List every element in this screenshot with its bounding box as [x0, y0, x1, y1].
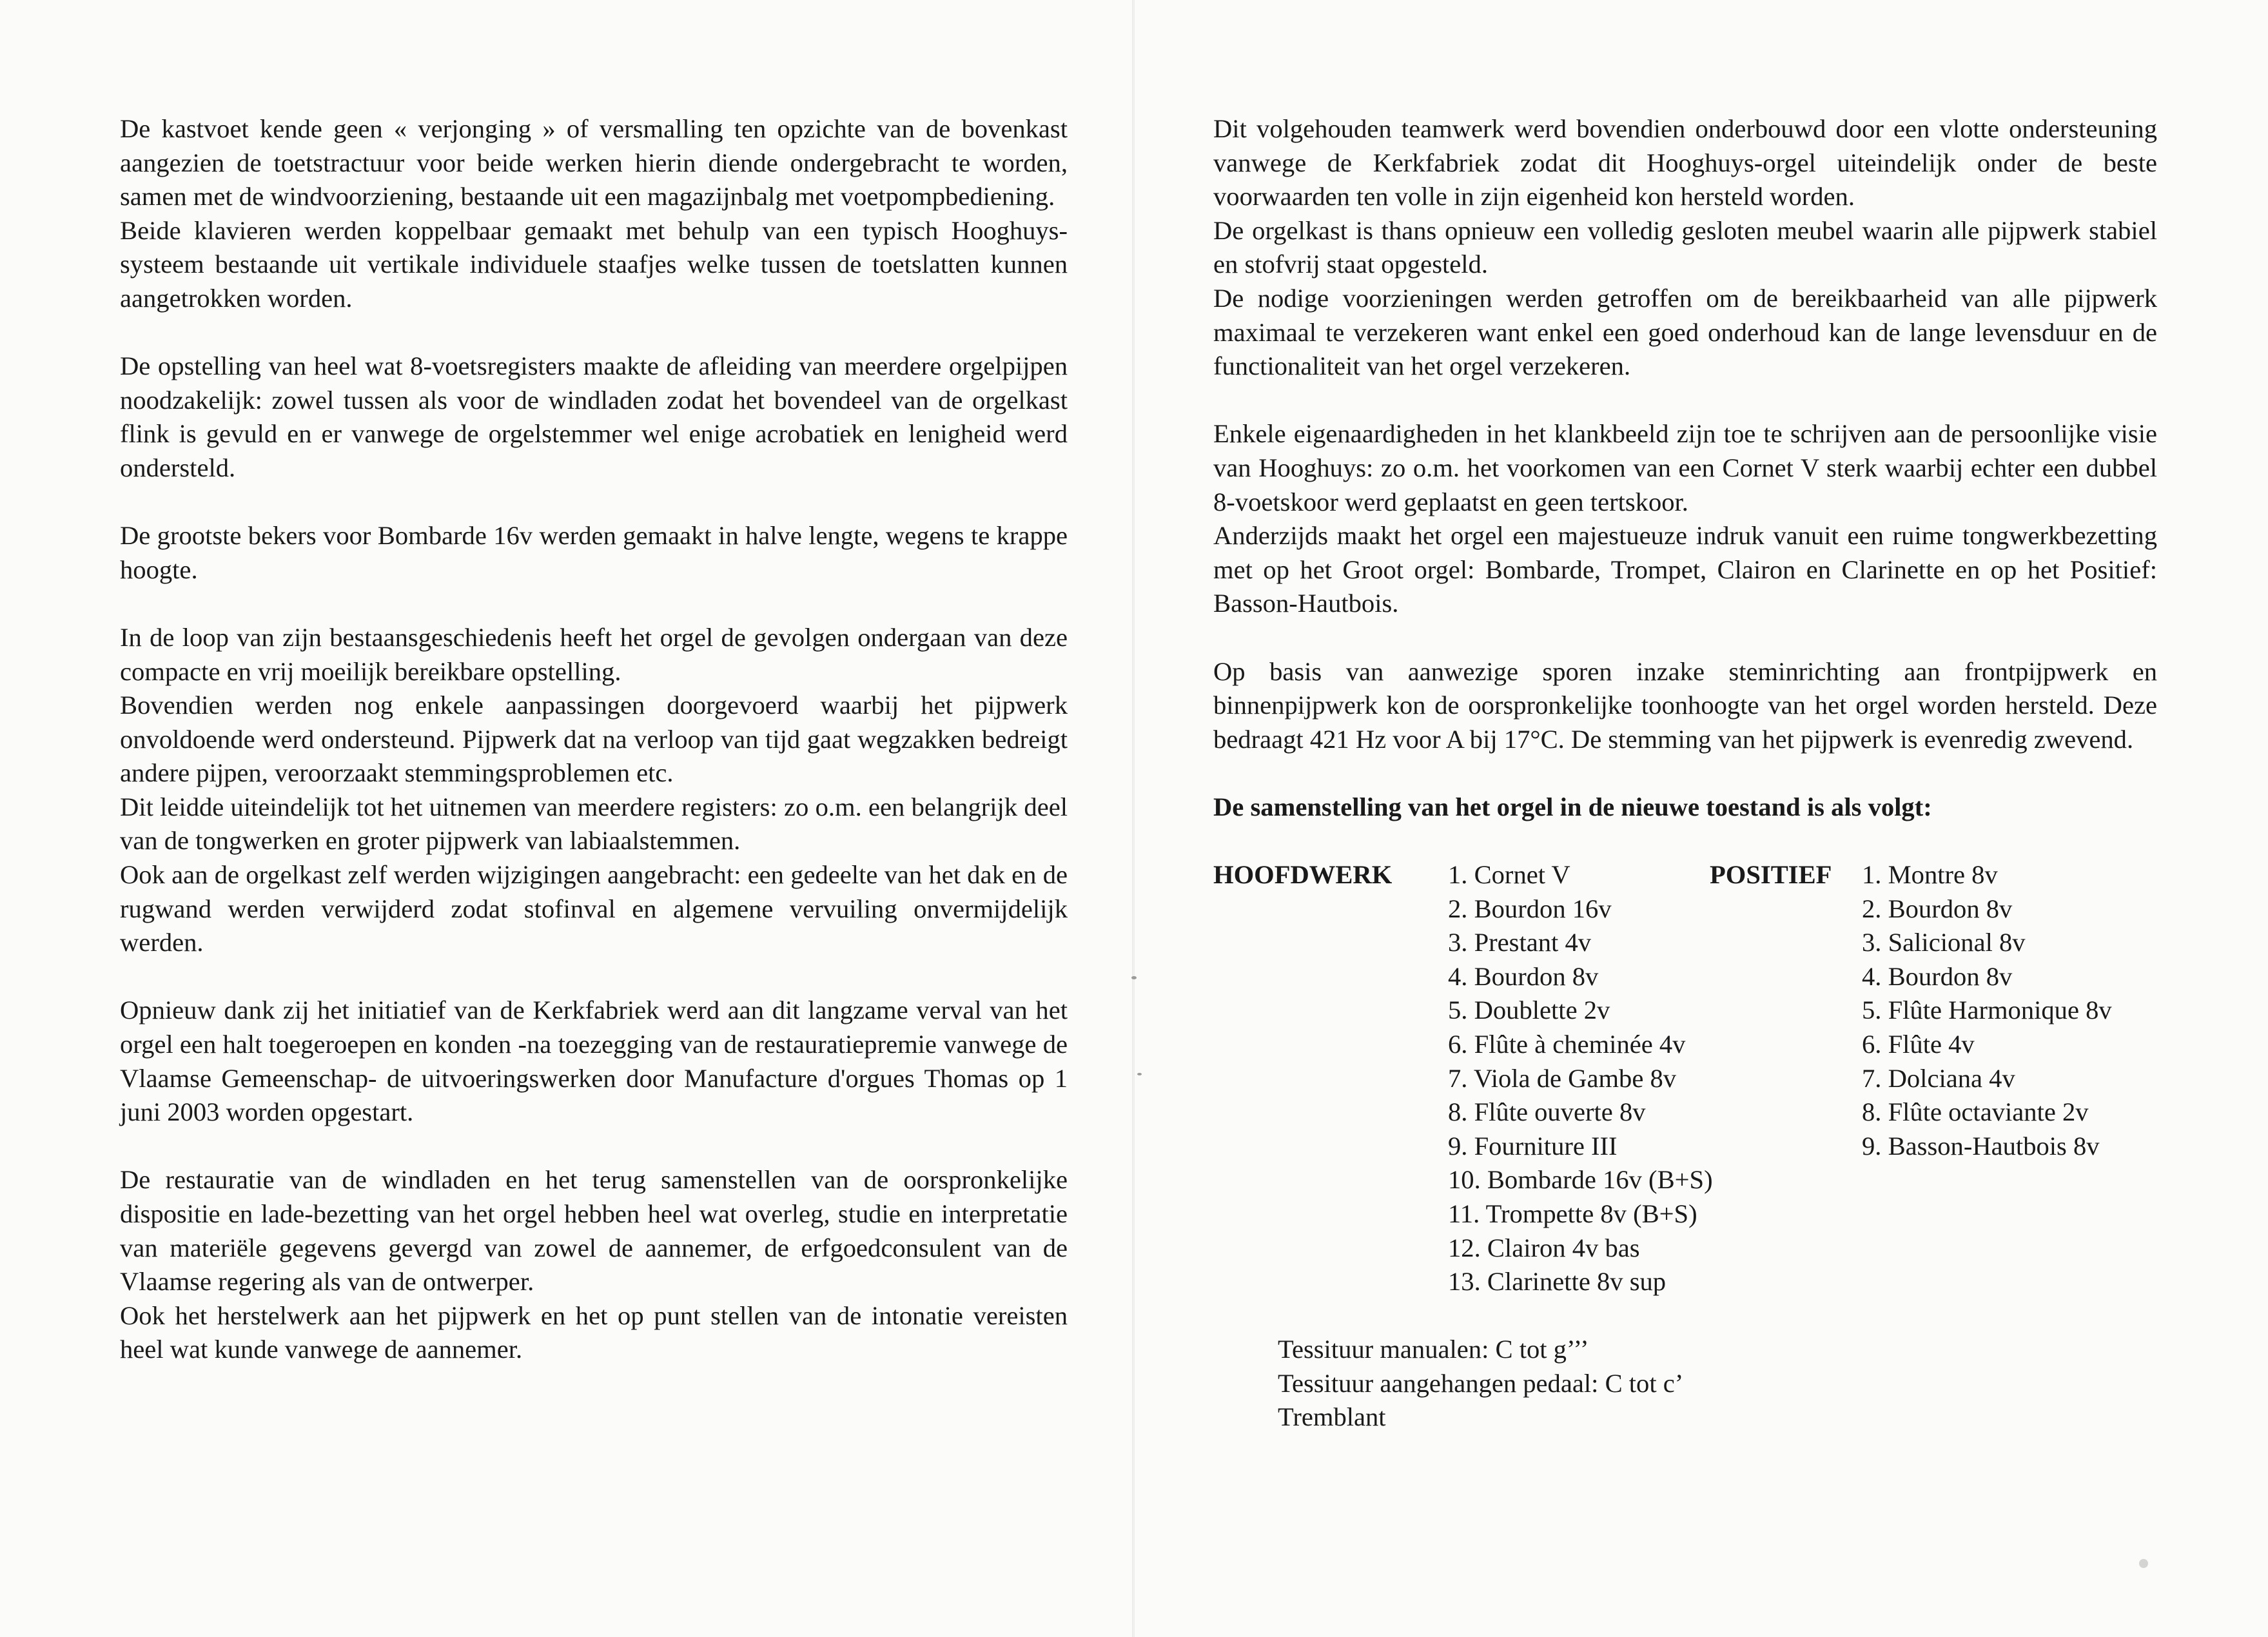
stop-item: 4. Bourdon 8v — [1862, 961, 2013, 991]
stop-item: 12. Clairon 4v bas — [1448, 1233, 1640, 1262]
note-item: Tremblant — [1278, 1402, 1386, 1432]
stop-item: 2. Bourdon 8v — [1862, 894, 2013, 923]
stop-item: 8. Flûte ouverte 8v — [1448, 1097, 1646, 1127]
stop-item: 5. Doublette 2v — [1448, 995, 1610, 1025]
hoofdwerk-stop-list — [1448, 858, 1713, 1299]
positief-stop-list — [1862, 858, 2112, 1163]
body-paragraph: Enkele eigenaardigheden in het klankbeeld zijn toe te schrijven aan de persoonlijke visie van Hooghuys: zo o.m. het voorkomen van een Cornet V sterk waarbij echter een dubbel 8-voetskoor werd geplaatst en geen tertskoor. — [1213, 419, 2157, 516]
stop-item: 11. Trompette 8v (B+S) — [1448, 1199, 1697, 1228]
stop-item: 9. Basson-Hautbois 8v — [1862, 1131, 2100, 1161]
scan-speck — [2139, 1559, 2148, 1568]
specification-notes — [1278, 1333, 1683, 1435]
stop-item: 10. Bombarde 16v (B+S) — [1448, 1165, 1713, 1195]
scan-speck — [1137, 1073, 1142, 1075]
specification-heading: De samenstelling van het orgel in de nieuwe toestand is als volgt: — [1213, 792, 1932, 821]
body-paragraph: De grootste bekers voor Bombarde 16v werden gemaakt in halve lengte, wegens te krappe hoogte. — [120, 521, 1068, 584]
stop-item: 7. Dolciana 4v — [1862, 1063, 2015, 1093]
organ-specification — [1213, 858, 2157, 1458]
body-paragraph: Ook aan de orgelkast zelf werden wijzigingen aangebracht: een gedeelte van het dak en de rugwand werden verwijderd zodat stofinval en algemene vervuiling onvermijdelijk werden. — [120, 860, 1068, 957]
body-paragraph: Bovendien werden nog enkele aanpassingen doorgevoerd waarbij het pijpwerk onvoldoende werd ondersteund. Pijpwerk dat na verloop van tijd gaat wegzakken bedreigt andere pijpen, veroorzaakt stemmingsproblemen etc. — [120, 691, 1068, 788]
body-paragraph: Beide klavieren werden koppelbaar gemaakt met behulp van een typisch Hooghuys-systeem bestaande uit vertikale individuele staafjes welke tussen de toetslatten kunnen aangetrokken worden. — [120, 215, 1068, 313]
stop-item: 8. Flûte octaviante 2v — [1862, 1097, 2089, 1127]
body-paragraph: De kastvoet kende geen « verjonging » of versmalling ten opzichte van de bovenkast aangezien de toetstractuur voor beide werken hierin diende ondergebracht te worden, samen met de windvoorziening, bestaande uit een magazijnbalg met voetpompbediening. — [120, 114, 1068, 211]
body-paragraph: In de loop van zijn bestaansgeschiedenis heeft het orgel de gevolgen ondergaan van deze compacte en vrij moeilijk bereikbare opstelling. — [120, 622, 1068, 686]
body-paragraph: Dit leidde uiteindelijk tot het uitnemen van meerdere registers: zo o.m. een belangrijk deel van de tongwerken en groter pijpwerk van labiaalstemmen. — [120, 792, 1068, 856]
stop-item: 6. Flûte à cheminée 4v — [1448, 1030, 1686, 1059]
scan-speck — [1131, 976, 1137, 979]
stop-item: 2. Bourdon 16v — [1448, 894, 1612, 923]
body-paragraph: Op basis van aanwezige sporen inzake steminrichting aan frontpijpwerk en binnenpijpwerk kon de oorspronkelijke toonhoogte van het orgel worden hersteld. Deze bedraagt 421 Hz voor A bij 17°C. De stemming van het pijpwerk is evenredig zwevend. — [1213, 656, 2157, 754]
body-paragraph: De opstelling van heel wat 8-voetsregisters maakte de afleiding van meerdere orgelpijpen noodzakelijk: zowel tussen als voor de windladen zodat het bovendeel van de orgelkast flink is gevuld en er vanwege de orgelstemmer wel enige acrobatiek en lenigheid werd ondersteld. — [120, 351, 1068, 482]
body-paragraph: De orgelkast is thans opnieuw een volledig gesloten meubel waarin alle pijpwerk stabiel en stofvrij staat opgesteld. — [1213, 215, 2157, 279]
stop-item: 9. Fourniture III — [1448, 1131, 1618, 1161]
body-paragraph: Dit volgehouden teamwerk werd bovendien onderbouwd door een vlotte ondersteuning vanwege de Kerkfabriek zodat dit Hooghuys-orgel uiteindelijk onder de beste voorwaarden ten volle in zijn eigenheid kon hersteld worden. — [1213, 114, 2157, 211]
right-page-text — [1213, 112, 2157, 1458]
stop-item: 13. Clarinette 8v sup — [1448, 1267, 1667, 1297]
note-item: Tessituur aangehangen pedaal: C tot c’ — [1278, 1368, 1684, 1398]
note-item: Tessituur manualen: C tot g’’’ — [1278, 1335, 1589, 1364]
stop-item: 1. Montre 8v — [1862, 860, 1998, 890]
stop-item: 4. Bourdon 8v — [1448, 961, 1599, 991]
body-paragraph: Ook het herstelwerk aan het pijpwerk en het op punt stellen van de intonatie vereisten heel wat kunde vanwege de aannemer. — [120, 1300, 1068, 1364]
stop-item: 6. Flûte 4v — [1862, 1030, 1975, 1059]
body-paragraph: De restauratie van de windladen en het terug samenstellen van de oorspronkelijke dispositie en lade-bezetting van het orgel hebben heel wat overleg, studie en interpretatie van materiële gegevens gevergd van zowel de aannemer, de erfgoedconsulent van de Vlaamse regering als van de ontwerper. — [120, 1165, 1068, 1297]
stop-item: 5. Flûte Harmonique 8v — [1862, 995, 2112, 1025]
stop-item: 7. Viola de Gambe 8v — [1448, 1063, 1677, 1093]
positief-label: POSITIEF — [1710, 860, 1832, 890]
body-paragraph: Opnieuw dank zij het initiatief van de Kerkfabriek werd aan dit langzame verval van het orgel een halt toegeroepen en konden -na toezegging van de restauratiepremie vanwege de Vlaamse Gemeenschap- de uitvoeringswerken door Manufacture d'orgues Thomas op 1 juni 2003 worden opgestart. — [120, 995, 1068, 1127]
stop-item: 1. Cornet V — [1448, 860, 1570, 890]
hoofdwerk-label: HOOFDWERK — [1213, 860, 1393, 890]
body-paragraph: De nodige voorzieningen werden getroffen om de bereikbaarheid van alle pijpwerk maximaal te verzekeren want enkel een goed onderhoud kan de lange levensduur en de functionaliteit van het orgel verzekeren. — [1213, 283, 2157, 381]
stop-item: 3. Salicional 8v — [1862, 928, 2026, 957]
page-fold — [1132, 0, 1135, 1637]
left-page-text — [120, 112, 1068, 1367]
body-paragraph: Anderzijds maakt het orgel een majestueuze indruk vanuit een ruime tongwerkbezetting met op het Groot orgel: Bombarde, Trompet, Clairon en Clarinette en op het Positief: Basson-Hautbois. — [1213, 521, 2157, 618]
stop-item: 3. Prestant 4v — [1448, 928, 1592, 957]
